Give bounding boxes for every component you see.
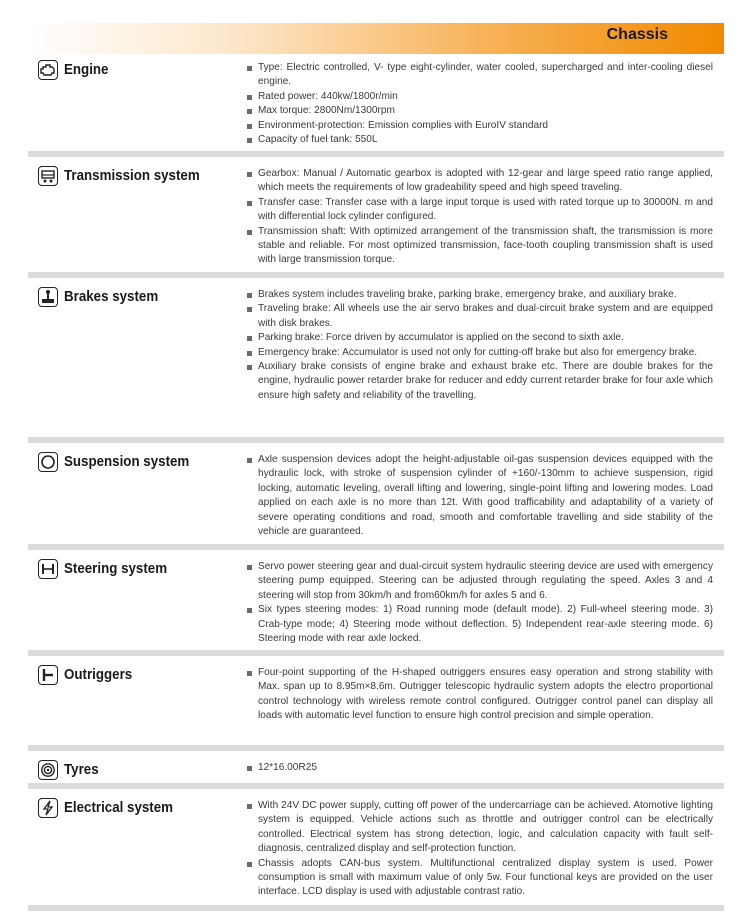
brake-icon [38,287,58,307]
section-header [38,59,112,81]
section-brakes [28,282,724,438]
section-header [38,664,138,686]
list-item: Axle suspension devices adopt the height-adjustable oil-gas suspension devices equipped with the hydraulic lock, with stroke of suspension cylinder of +160/-130mm to achieve suspension, rigid locking, automatic leveling, overall lifting and lowering, single-point lifting and lowering modes. Load applied on each axle is no more than 12t. With good trafficability and adaptability of a variety of severe operating conditions and road, smooth and comfortable travelling and side stability of the vehicle are guaranteed. [246,453,713,539]
list-item: Emergency brake: Accumulator is used not only for cutting-off brake but also for emergency brake. [246,346,713,360]
section-title: Suspension system [64,454,190,470]
divider [28,272,724,278]
list-item: Servo power steering gear and dual-circuit system hydraulic steering device are used with emergency steering pump equipped. Steering can be adjusted through regulating the speed. Axles 3 and 4 steering will stop from 30km/h and from60km/h for axles 5 and 6. [246,560,713,603]
list-item: Six types steering modes: 1) Road running mode (default mode). 2) Full-wheel steering mode. 3) Crab-type mode; 4) Steering mode without deflection. 5) Independent rear-axle steering mode. 6) Steering mode with rear axle locked. [246,603,713,646]
list-item: Gearbox: Manual / Automatic gearbox is adopted with 12-gear and large speed ratio range applied, which meets the requirements of low gradeability speed and high speed traveling. [246,167,713,196]
section-suspension [28,447,724,545]
list-item: Capacity of fuel tank: 550L [246,133,713,147]
list-item: Transfer case: Transfer case with a large input torque is used with rated torque up to 30000N. m and with differential lock cylinder configured. [246,196,713,225]
section-header [38,558,176,580]
item-list [246,453,713,539]
divider [28,544,724,550]
list-item: 12*16.00R25 [246,761,713,775]
list-item: Chassis adopts CAN-bus system. Multifunctional centralized display system is used. Power consumption is small with maximum value of only 5w. Four functional keys are provided on the user interface. LCD display is used with adjustable contrast ratio. [246,857,713,900]
divider [28,650,724,656]
section-title: Engine [64,62,109,78]
list-item: Transmission shaft: With optimized arrangement of the transmission shaft, the transmission is more stable and reliable. For most optimized transmission, face-tooth coupling transmission shaft is used with large transmission torque. [246,225,713,268]
list-item: Auxiliary brake consists of engine brake and exhaust brake etc. There are double brakes for the engine, hydraulic power retarder brake for reducer and eddy current retarder brake for four axle which ensure high safety and reliability of the travelling. [246,360,713,403]
list-item: Four-point supporting of the H-shaped outriggers ensures easy operation and strong stability with Max. span up to 8.95m×8.6m. Outrigger telescopic hydraulic system adopts the electro proportional control technology with wireless remote control configured. Outrigger control panel can display all loads with automatic level function to ensure high control precision and simple operation. [246,666,713,724]
list-item: Rated power: 440kw/1800r/min [246,90,713,104]
item-list [246,288,713,403]
section-transmission [28,161,724,273]
steering-icon [38,559,58,579]
engine-icon [38,60,58,80]
electrical-icon [38,798,58,818]
section-outriggers [28,660,724,742]
list-item: Parking brake: Force driven by accumulator is applied on the second to sixth axle. [246,331,713,345]
page-title: Chassis [606,26,668,43]
item-list [246,761,713,775]
section-header [38,797,183,819]
section-header [38,759,102,781]
list-item: With 24V DC power supply, cutting off power of the undercarriage can be achieved. Atomotive lighting system is equipped. Vehicle actions such as throttle and outrigger control can be electrically controlled. Electrical system has strong detection, logic, and calculation capacity with fault self-diagnosis, centralized display and self-protection function. [246,799,713,857]
section-electrical [28,793,724,905]
item-list [246,167,713,268]
divider [28,151,724,157]
list-item: Type: Electric controlled, V- type eight-cylinder, water cooled, supercharged and inter-cooling diesel engine. [246,61,713,90]
section-header [38,165,212,187]
section-title: Brakes system [64,289,159,305]
divider [28,437,724,443]
divider [28,905,724,911]
suspension-icon [38,452,58,472]
section-header [38,286,166,308]
list-item: Brakes system includes traveling brake, parking brake, emergency brake, and auxiliary brake. [246,288,713,302]
list-item: Environment-protection: Emission complies with EuroIV standard [246,119,713,133]
divider [28,783,724,789]
section-title: Outriggers [64,667,133,683]
outrigger-icon [38,665,58,685]
list-item: Traveling brake: All wheels use the air servo brakes and dual-circuit brake system and are equipped with disk brakes. [246,302,713,331]
item-list [246,799,713,900]
section-tyres [28,755,724,785]
section-title: Tyres [64,762,99,778]
item-list [246,666,713,724]
item-list [246,560,713,646]
section-header [38,451,200,473]
section-title: Transmission system [64,168,200,184]
chassis-header-bar [28,23,724,54]
section-engine [28,55,724,145]
transmission-icon [38,166,58,186]
tyre-icon [38,760,58,780]
list-item: Max torque: 2800Nm/1300rpm [246,104,713,118]
section-steering [28,554,724,650]
divider [28,745,724,751]
section-title: Electrical system [64,800,174,816]
item-list [246,61,713,147]
section-title: Steering system [64,561,168,577]
